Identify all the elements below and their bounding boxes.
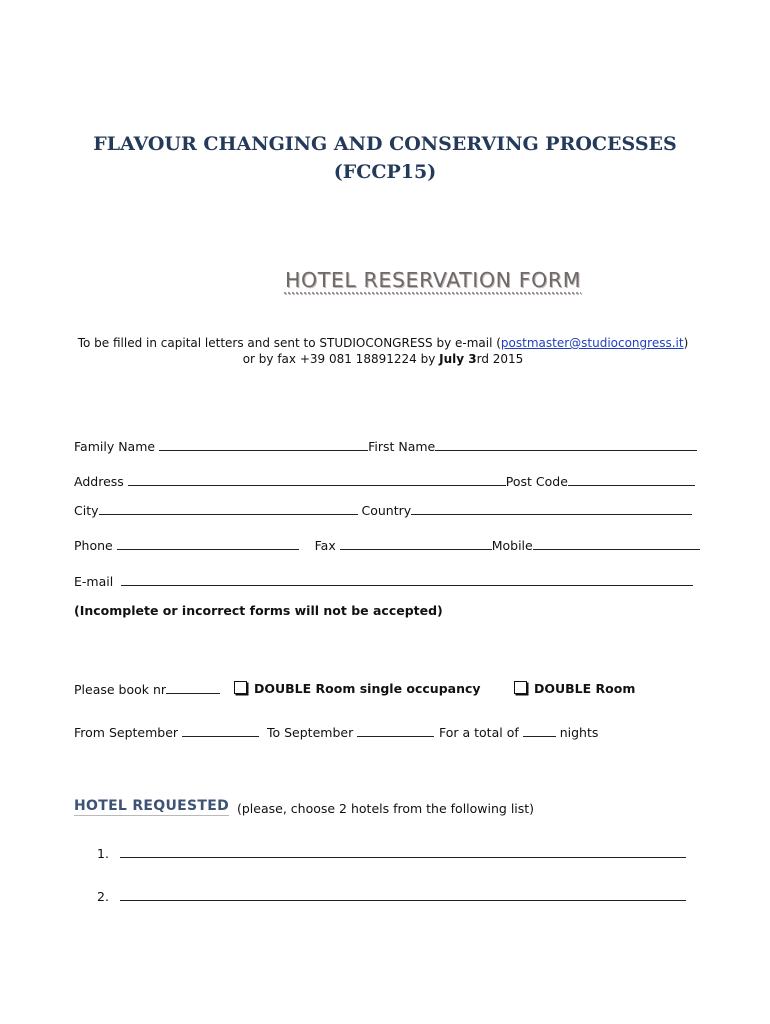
hotel-choice-2-number: 2. <box>97 889 109 904</box>
please-book-row <box>74 682 220 697</box>
email-row-line <box>121 574 693 589</box>
post-code-label: Post Code <box>505 474 568 489</box>
fax-field[interactable] <box>340 538 492 550</box>
instructions-prefix: To be filled in capital letters and sent to STUDIOCONGRESS by e-mail ( <box>77 336 501 350</box>
phone-row <box>74 538 700 553</box>
to-label: To September <box>266 725 354 740</box>
city-field[interactable] <box>99 503 358 515</box>
city-label: City <box>74 503 99 518</box>
from-date-field[interactable] <box>182 725 259 737</box>
total-suffix: nights <box>559 725 599 740</box>
instructions-line-1 <box>0 336 766 350</box>
hotel-requested-header <box>74 798 229 814</box>
email-link[interactable]: postmaster@studiocongress.it <box>500 336 684 350</box>
deadline-rest: rd 2015 <box>476 352 524 366</box>
address-field[interactable] <box>128 474 506 486</box>
family-name-row <box>74 439 697 454</box>
total-nights-row <box>439 725 598 740</box>
address-label: Address <box>74 474 124 489</box>
to-date-field[interactable] <box>357 725 434 737</box>
from-label: From September <box>74 725 179 740</box>
option-single-occupancy[interactable] <box>234 681 481 696</box>
single-occupancy-checkbox[interactable] <box>234 681 247 694</box>
hotel-choice-2-field[interactable] <box>120 889 686 901</box>
option-double-label: DOUBLE Room <box>534 681 636 696</box>
first-name-field[interactable] <box>435 439 697 451</box>
hotel-choice-1-field[interactable] <box>120 846 686 858</box>
fax-text: or by fax +39 081 18891224 by <box>242 352 440 366</box>
instructions-line-2 <box>0 352 766 366</box>
family-name-field[interactable] <box>159 439 368 451</box>
first-name-label: First Name <box>368 439 436 454</box>
country-field[interactable] <box>411 503 692 515</box>
phone-label: Phone <box>74 538 113 553</box>
total-prefix: For a total of <box>439 725 519 740</box>
dates-row <box>74 725 434 740</box>
option-single-label: DOUBLE Room single occupancy <box>254 681 481 696</box>
hotel-requested-note: (please, choose 2 hotels from the following list) <box>237 801 535 816</box>
phone-field[interactable] <box>117 538 299 550</box>
country-label: Country <box>361 503 412 518</box>
mobile-label: Mobile <box>491 538 533 553</box>
post-code-field[interactable] <box>568 474 695 486</box>
fax-label: Fax <box>314 538 336 553</box>
form-title: HOTEL RESERVATION FORM <box>284 268 581 292</box>
option-double-room[interactable] <box>514 681 635 696</box>
email-row <box>74 574 113 589</box>
email-label: E-mail <box>74 574 114 589</box>
please-book-label: Please book nr <box>74 682 167 697</box>
instructions-suffix: ) <box>683 336 689 350</box>
nights-field[interactable] <box>523 725 556 737</box>
hotel-requested-heading: HOTEL REQUESTED <box>74 798 230 814</box>
warning-text: (Incomplete or incorrect forms will not be accepted) <box>74 603 443 618</box>
event-code: (FCCP15) <box>333 161 437 183</box>
family-name-label: Family Name <box>74 439 156 454</box>
hotel-choice-1-row <box>120 846 686 861</box>
room-count-field[interactable] <box>166 682 220 694</box>
hotel-choice-2-row <box>120 889 686 904</box>
hotel-choice-1-number: 1. <box>97 846 109 861</box>
event-title: FLAVOUR CHANGING AND CONSERVING PROCESSES <box>93 133 677 155</box>
double-room-checkbox[interactable] <box>514 681 527 694</box>
city-row <box>74 503 692 518</box>
deadline-bold: July 3 <box>439 352 477 366</box>
mobile-field[interactable] <box>533 538 700 550</box>
address-row <box>74 474 695 489</box>
email-field[interactable] <box>121 574 693 586</box>
